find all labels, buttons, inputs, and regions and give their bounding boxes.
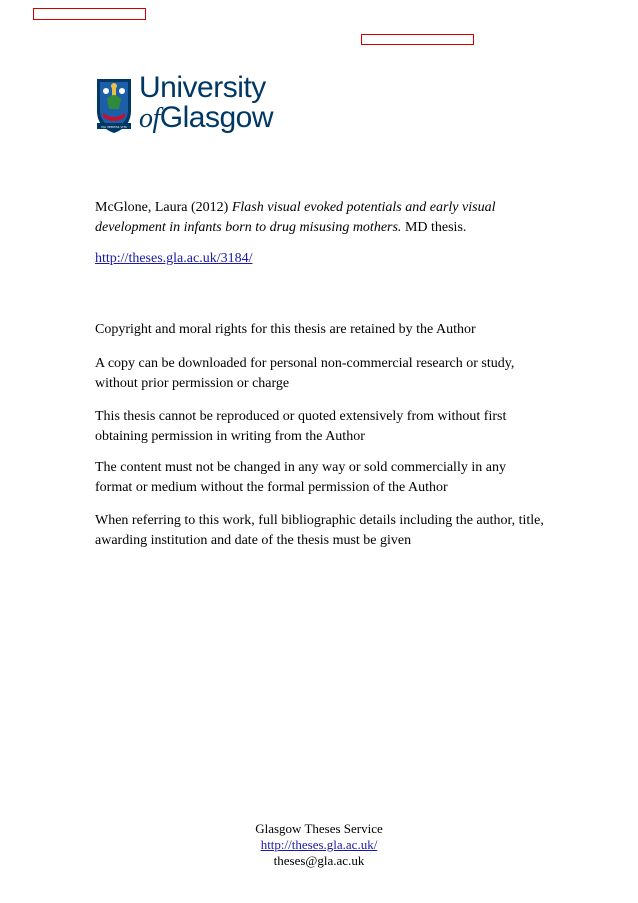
wordmark: [139, 73, 273, 134]
citation-title: Flash visual evoked potentials and early visual development in infants born to drug misusing mothers.: [95, 200, 496, 235]
footer-service-name: Glasgow Theses Service: [255, 821, 383, 836]
footer-url-link[interactable]: http://theses.gla.ac.uk/: [260, 837, 378, 852]
annotation-box: [33, 8, 146, 20]
footer-email: theses@gla.ac.uk: [273, 853, 365, 868]
citation-author-year: McGlone, Laura (2012): [95, 200, 229, 215]
citation-degree: MD thesis.: [404, 220, 467, 235]
wordmark-line2: [139, 103, 273, 134]
thesis-url-line: [95, 249, 545, 269]
content-change-paragraph: The content must not be changed in any way or sold commercially in any format or medium without the formal permission of the Author: [95, 460, 506, 495]
copyright-paragraph: Copyright and moral rights for this thesis are retained by the Author: [95, 322, 476, 337]
svg-text:VIA VERITAS VITA: VIA VERITAS VITA: [101, 125, 127, 129]
footer: [0, 821, 638, 869]
citation: [95, 198, 545, 238]
wordmark-line1: University: [139, 71, 266, 104]
wordmark-of: of: [139, 103, 160, 134]
university-logo: [95, 71, 295, 137]
university-crest-icon: [95, 77, 133, 135]
download-paragraph: A copy can be downloaded for personal non-commercial research or study, without prior permission or charge: [95, 356, 515, 391]
referencing-paragraph: When referring to this work, full bibliographic details including the author, title, awarding institution and date of the thesis must be given: [95, 513, 544, 548]
annotation-box: [361, 34, 474, 45]
thesis-url-link[interactable]: http://theses.gla.ac.uk/3184/: [95, 251, 253, 266]
reproduction-paragraph: This thesis cannot be reproduced or quoted extensively from without first obtaining permission in writing from the Author: [95, 409, 507, 444]
wordmark-glasgow: Glasgow: [159, 101, 273, 134]
